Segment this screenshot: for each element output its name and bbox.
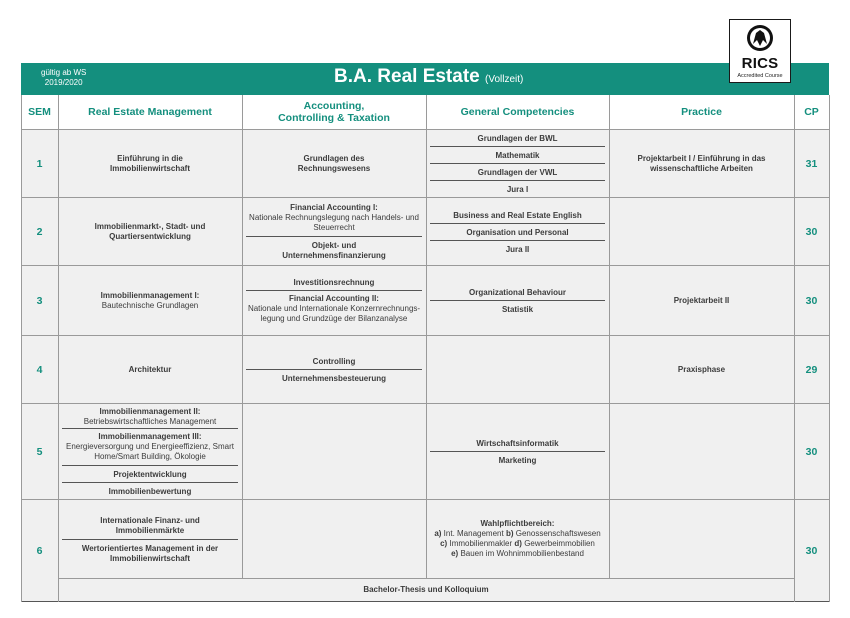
col-header-practice: Practice (609, 95, 794, 129)
grid-line (794, 95, 795, 602)
col-header-sem: SEM (21, 95, 58, 129)
module-financial-accounting-1 (246, 203, 422, 233)
grid-line (21, 335, 829, 336)
module-label: Organisation und Personal (466, 228, 569, 237)
divider (430, 240, 605, 241)
module-projektarbeit-1 (609, 130, 794, 197)
credit-points-sem2: 30 (794, 198, 829, 265)
module-grundlagen-rechnungswesen (242, 130, 426, 197)
divider (430, 223, 605, 224)
module-organisation-personal (430, 228, 605, 238)
module-internationale-finanzmaerkte (62, 516, 238, 536)
valid-from (41, 68, 86, 88)
module-line: Unternehmensfinanzierung (282, 251, 386, 260)
option-key: e) (451, 549, 459, 558)
module-immobilienmarkt-stadtentwicklung (58, 198, 242, 265)
credit-points-sem6: 30 (794, 500, 829, 601)
option-value: Genossenschaftswesen (515, 529, 601, 538)
module-controlling (246, 357, 422, 367)
elective-title: Wahlpflichtbereich: (480, 519, 555, 528)
module-description: Steuerrecht (313, 223, 355, 232)
module-title: Financial Accounting I: (290, 203, 378, 212)
module-label: Grundlagen der BWL (477, 134, 558, 143)
divider (430, 146, 605, 147)
module-label: Unternehmensbesteuerung (281, 374, 387, 383)
program-title: B.A. Real Estate (334, 66, 480, 87)
module-label: Statistik (501, 305, 534, 314)
divider (430, 451, 605, 452)
module-label: Mathematik (495, 151, 540, 160)
elective-line (440, 539, 595, 548)
divider (62, 428, 238, 429)
col-header-real-estate-management: Real Estate Management (58, 95, 242, 129)
lion-crest-icon (730, 20, 790, 56)
elective-area (430, 519, 605, 559)
option-value: Gewerbeimmobilien (524, 539, 595, 548)
table-bottom-line (21, 601, 829, 602)
practice-sem2-empty (609, 198, 794, 265)
module-label: Marketing (498, 456, 537, 465)
grid-line (21, 403, 829, 404)
module-description: Energieversorgung und Energieeffizienz, Smart (66, 442, 234, 451)
module-financial-accounting-2 (246, 294, 422, 324)
divider (246, 369, 422, 370)
accounting-sem6-empty (242, 500, 426, 578)
module-line: Objekt- und (311, 241, 357, 250)
divider (430, 163, 605, 164)
module-line: Internationale Finanz- und (100, 516, 200, 525)
program-mode: (Vollzeit) (485, 74, 524, 85)
col-header-accounting-line1: Accounting, (303, 100, 365, 112)
module-description: Nationale und Internationale Konzernrechnungs- (247, 304, 421, 313)
divider (62, 465, 238, 466)
module-label: Praxisphase (677, 364, 726, 374)
grid-line (21, 129, 829, 130)
module-line: Einführung in die (117, 153, 183, 163)
module-marketing (430, 456, 605, 466)
module-label: Projektentwicklung (113, 470, 187, 479)
divider (246, 290, 422, 291)
logo-caption: Accredited Course (737, 73, 783, 79)
module-description: Home/Smart Building, Ökologie (94, 452, 206, 461)
module-label: Investitionsrechnung (293, 278, 375, 287)
logo-brand: RICS (741, 55, 779, 72)
module-label: Jura I (506, 185, 529, 194)
grid-line (21, 197, 829, 198)
credit-points-sem3: 30 (794, 266, 829, 335)
grid-line (609, 95, 610, 579)
semester-6: 6 (21, 500, 58, 601)
credit-points-sem1: 31 (794, 130, 829, 197)
module-immobilienmanagement-2 (62, 407, 238, 427)
module-statistik (430, 305, 605, 315)
grid-line (242, 95, 243, 579)
semester-3: 3 (21, 266, 58, 335)
module-wertorientiertes-management (62, 544, 238, 564)
valid-from-line2: 2019/2020 (44, 78, 83, 87)
option-key: d) (514, 539, 522, 548)
module-line: Immobilienwirtschaft (109, 163, 190, 173)
module-organizational-behaviour (430, 288, 605, 298)
divider (62, 482, 238, 483)
module-label: Controlling (312, 357, 356, 366)
module-grundlagen-vwl (430, 168, 605, 178)
module-einfuehrung-immobilienwirtschaft (58, 130, 242, 197)
module-title: Immobilienmanagement I: (100, 290, 200, 300)
module-projektentwicklung (62, 470, 238, 480)
semester-2: 2 (21, 198, 58, 265)
module-description: Nationale Rechnungslegung nach Handels- und (249, 213, 419, 222)
elective-line (451, 549, 584, 558)
page-title (334, 66, 523, 88)
module-description: Bautechnische Grundlagen (101, 300, 199, 310)
module-label: Grundlagen der VWL (477, 168, 558, 177)
module-projektarbeit-2 (609, 266, 794, 335)
module-line: Grundlagen des (303, 153, 365, 163)
module-business-english (430, 211, 605, 221)
module-jura-2 (430, 245, 605, 255)
col-header-general-competencies: General Competencies (426, 95, 609, 129)
module-grundlagen-bwl (430, 134, 605, 144)
module-line: Quartiersentwicklung (109, 231, 191, 241)
divider (246, 236, 422, 237)
module-label: Projektarbeit II (673, 295, 730, 305)
module-objekt-unternehmensfinanzierung (246, 241, 422, 261)
option-key: b) (505, 529, 514, 538)
module-label: Business and Real Estate English (453, 211, 582, 220)
practice-sem6-empty (609, 500, 794, 578)
module-line: Projektarbeit I / Einführung in das (637, 153, 766, 163)
option-value: Immobilienmakler (449, 539, 513, 548)
option-key: c) (440, 539, 448, 548)
grid-line (21, 499, 829, 500)
grid-line (58, 95, 59, 602)
module-description: Betriebswirtschaftliches Management (83, 417, 217, 426)
module-architektur (58, 336, 242, 403)
credit-points-sem4: 29 (794, 336, 829, 403)
module-label: Wirtschaftsinformatik (476, 439, 559, 448)
semester-4: 4 (21, 336, 58, 403)
module-label: Architektur (128, 364, 172, 374)
option-key: a) (434, 529, 442, 538)
option-value: Bauen im Wohnimmobilienbestand (460, 549, 584, 558)
module-unternehmensbesteuerung (246, 374, 422, 384)
module-praxisphase (609, 336, 794, 403)
module-immobilienmanagement-1 (58, 266, 242, 335)
module-line: Rechnungswesens (297, 163, 371, 173)
valid-from-line1: gültig ab WS (41, 68, 87, 77)
module-line: Immobilienwirtschaft (109, 554, 190, 563)
accounting-sem5-empty (242, 404, 426, 499)
grid-line (21, 95, 22, 602)
module-line: wissenschaftliche Arbeiten (650, 163, 753, 173)
module-line: Immobilienmärkte (115, 526, 185, 535)
option-value: Int. Management (443, 529, 504, 538)
credit-points-sem5: 30 (794, 404, 829, 499)
module-title: Financial Accounting II: (289, 294, 379, 303)
divider (430, 180, 605, 181)
module-immobilienmanagement-3 (62, 432, 238, 462)
module-line: Wertorientiertes Management in der (81, 544, 219, 553)
semester-1: 1 (21, 130, 58, 197)
module-mathematik (430, 151, 605, 161)
grid-line (829, 95, 830, 602)
elective-line (434, 529, 600, 538)
general-competencies-sem4-empty (426, 336, 609, 403)
module-label: Jura II (505, 245, 530, 254)
semester-5: 5 (21, 404, 58, 499)
module-label: Bachelor-Thesis und Kolloquium (363, 585, 489, 594)
col-header-cp: CP (794, 95, 829, 129)
col-header-accounting (242, 95, 426, 129)
module-bachelor-thesis (58, 579, 794, 601)
module-title: Immobilienmanagement II: (99, 407, 201, 416)
module-line: Immobilienmarkt-, Stadt- und (94, 221, 206, 231)
title-banner (21, 63, 829, 95)
module-jura-1 (430, 185, 605, 195)
module-label: Organizational Behaviour (469, 288, 566, 297)
grid-line (426, 95, 427, 579)
grid-line (21, 265, 829, 266)
module-description: legung und Grundzüge der Bilanzanalyse (260, 314, 408, 323)
module-wirtschaftsinformatik (430, 439, 605, 449)
divider (62, 539, 238, 540)
module-immobilienbewertung (62, 487, 238, 497)
col-header-accounting-line2: Controlling & Taxation (278, 112, 390, 124)
module-title: Immobilienmanagement III: (98, 432, 202, 441)
practice-sem5-empty (609, 404, 794, 499)
module-investitionsrechnung (246, 278, 422, 288)
divider (430, 300, 605, 301)
module-label: Immobilienbewertung (108, 487, 192, 496)
rics-logo (729, 19, 791, 83)
